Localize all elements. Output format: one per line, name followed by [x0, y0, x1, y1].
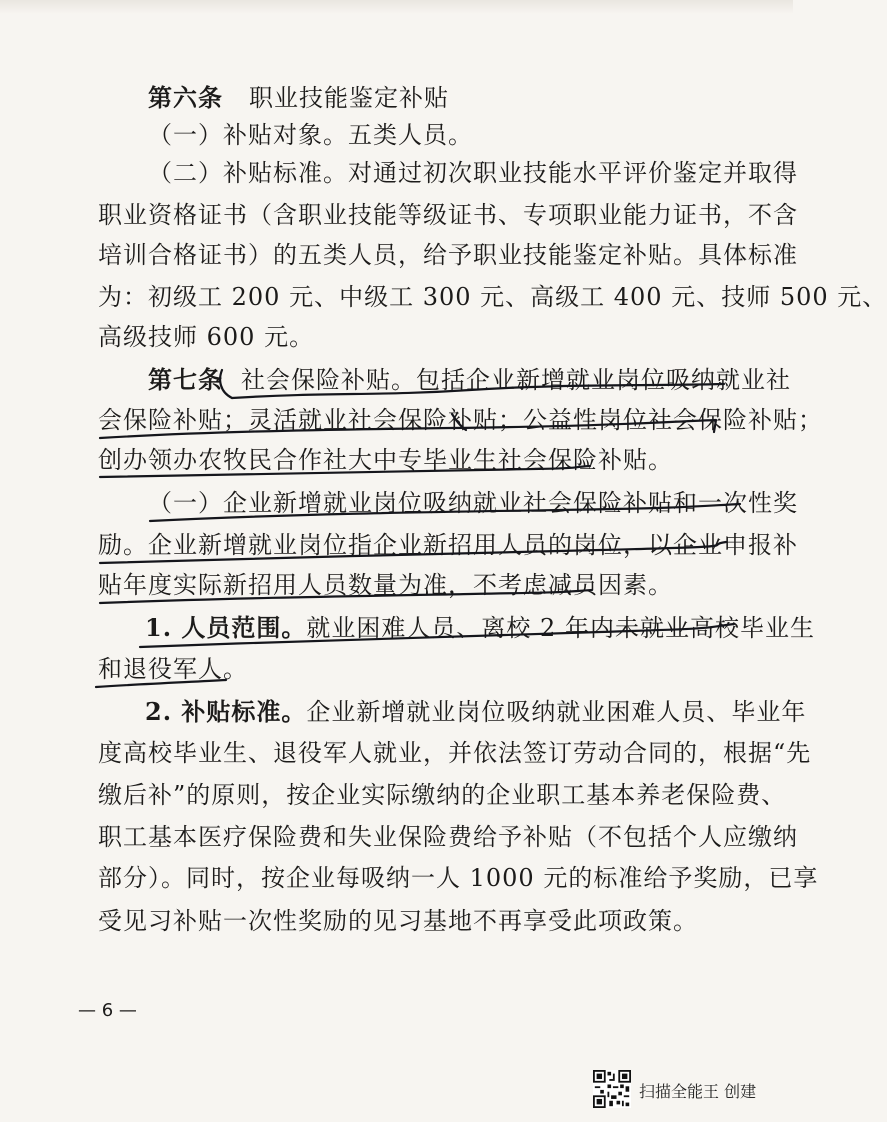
article-6-heading-line: [148, 84, 449, 112]
article-7-point-2-line-4: 职工基本医疗保险费和失业保险费给予补贴（不包括个人应缴纳: [98, 823, 798, 851]
article-6-heading: 第六条: [148, 83, 223, 112]
article-7-intro-line-2: 会保险补贴；灵活就业社会保险补贴；公益性岗位社会保险补贴；: [98, 406, 823, 434]
point-2-text: 企业新增就业岗位吸纳就业困难人员、毕业年: [306, 698, 807, 726]
article-7-intro-text: 社会保险补贴。包括企业新增就业岗位吸纳就业社: [241, 366, 791, 394]
article-6-item-1: （一）补贴对象。五类人员。: [148, 121, 473, 149]
article-6-title: 职业技能鉴定补贴: [249, 84, 449, 112]
article-7-point-2-line-3: 缴后补”的原则，按企业实际缴纳的企业职工基本养老保险费、: [98, 781, 787, 809]
qr-code-icon: [593, 1070, 631, 1108]
point-2-label: 2. 补贴标准。: [145, 697, 307, 726]
article-6-item-2-line-1: （二）补贴标准。对通过初次职业技能水平评价鉴定并取得: [148, 159, 798, 187]
article-6-item-2-line-2: 职业资格证书（含职业技能等级证书、专项职业能力证书，不含: [98, 201, 798, 229]
article-7-sub1-line-2: 励。企业新增就业岗位指企业新招用人员的岗位，以企业申报补: [98, 531, 798, 559]
article-7-point-2-line-1: [145, 698, 806, 726]
watermark-text: 扫描全能王 创建: [639, 1082, 757, 1101]
article-6-item-2-line-4: 为：初级工 200 元、中级工 300 元、高级工 400 元、技师 500 元、: [98, 283, 887, 311]
article-7-point-1-line-1: [145, 614, 815, 642]
article-7-intro-line-1: [148, 366, 791, 394]
point-1-label: 1. 人员范围。: [145, 613, 307, 642]
point-1-text: 就业困难人员、离校 2 年内未就业高校毕业生: [306, 614, 815, 642]
article-7-point-2-line-6: 受见习补贴一次性奖励的见习基地不再享受此项政策。: [98, 907, 698, 935]
article-7-point-2-line-5: 部分）。同时，按企业每吸纳一人 1000 元的标准给予奖励，已享: [98, 864, 819, 892]
article-7-sub1-line-3: 贴年度实际新招用人员数量为准，不考虑减员因素。: [98, 571, 673, 599]
scan-edge-shadow: [0, 0, 793, 14]
article-7-point-1-line-2: 和退役军人。: [98, 655, 248, 683]
article-7-intro-line-3: 创办领办农牧民合作社大中专毕业生社会保险补贴。: [98, 446, 673, 474]
scanner-watermark: [593, 1070, 773, 1110]
article-6-item-2-line-5: 高级技师 600 元。: [98, 323, 315, 351]
article-7-point-2-line-2: 度高校毕业生、退役军人就业，并依法签订劳动合同的，根据“先: [98, 739, 812, 767]
article-6-item-2-line-3: 培训合格证书）的五类人员，给予职业技能鉴定补贴。具体标准: [98, 241, 798, 269]
page-number: — 6 —: [78, 1000, 137, 1021]
article-7-heading: 第七条: [148, 365, 223, 394]
article-7-sub1-line-1: （一）企业新增就业岗位吸纳就业社会保险补贴和一次性奖: [148, 489, 798, 517]
